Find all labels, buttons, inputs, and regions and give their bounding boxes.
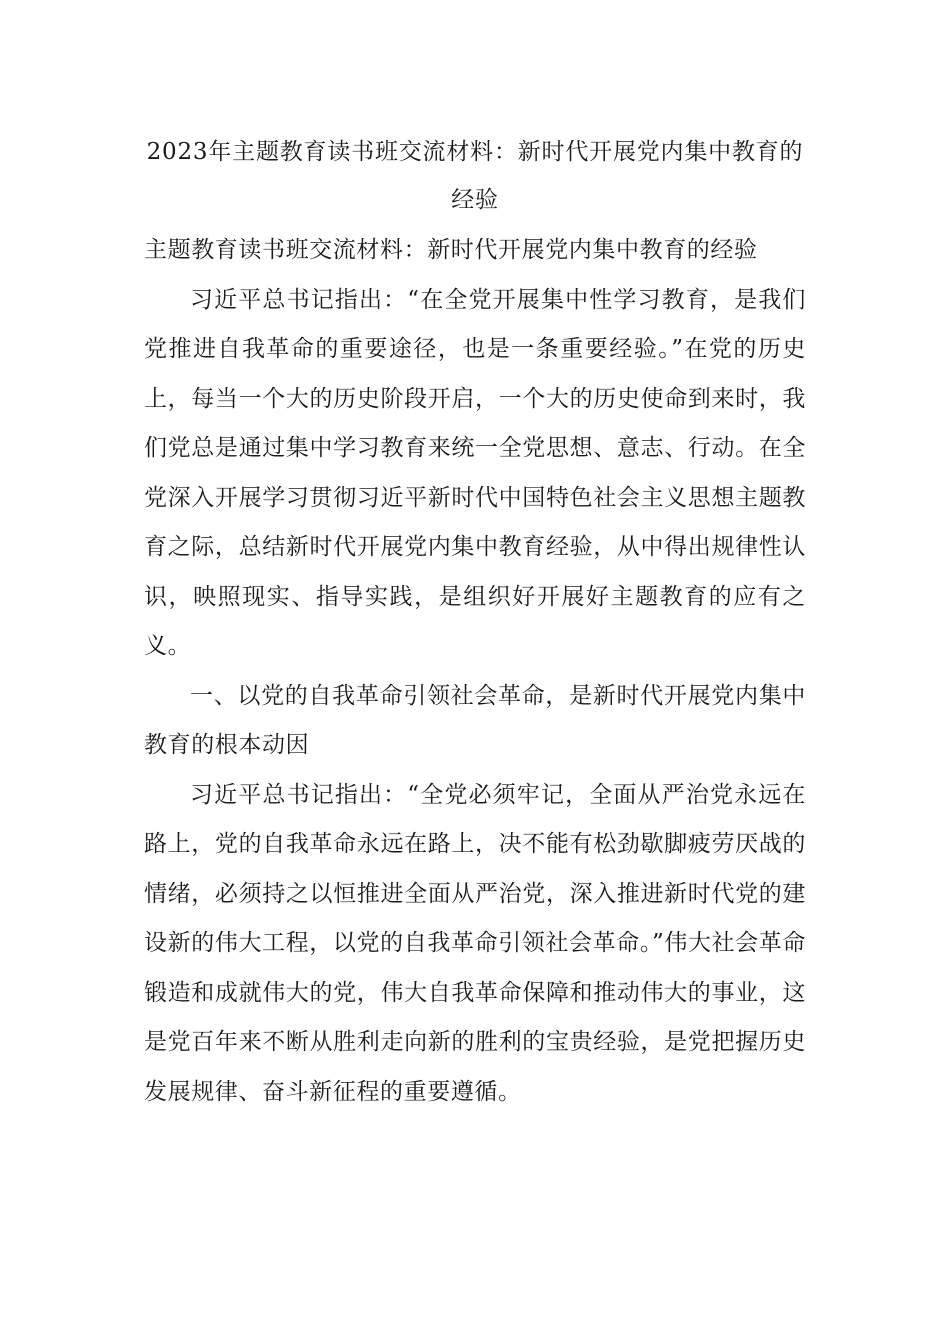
document-title: 2023年主题教育读书班交流材料：新时代开展党内集中教育的经验 — [146, 139, 804, 213]
section-heading-1: 一、以党的自我革命引领社会革命，是新时代开展党内集中教育的根本动因 — [144, 682, 806, 758]
document-page — [144, 128, 806, 1117]
paragraph-section-1: 习近平总书记指出：“全党必须牢记，全面从严治党永远在路上，党的自我革命永远在路上，决不能有松劲歇脚疲劳厌战的情绪，必须持之以恒推进全面从严治党，深入推进新时代党的建设新的伟大工程，以党的自我革命引领社会革命。”伟大社会革命锻造和成就伟大的党，伟大自我革命保障和推动伟大的事业，这是党百年来不断从胜利走向新的胜利的宝贵经验，是党把握历史发展规律、奋斗新征程的重要遵循。 — [144, 781, 806, 1105]
document-subtitle: 主题教育读书班交流材料：新时代开展党内集中教育的经验 — [144, 237, 758, 263]
paragraph-intro: 习近平总书记指出：“在全党开展集中性学习教育，是我们党推进自我革命的重要途径，也是一条重要经验。”在党的历史上，每当一个大的历史阶段开启，一个大的历史使命到来时，我们党总是通过集中学习教育来统一全党思想、意志、行动。在全党深入开展学习贯彻习近平新时代中国特色社会主义思想主题教育之际，总结新时代开展党内集中教育经验，从中得出规律性认识，映照现实、指导实践，是组织好开展好主题教育的应有之义。 — [144, 286, 806, 659]
